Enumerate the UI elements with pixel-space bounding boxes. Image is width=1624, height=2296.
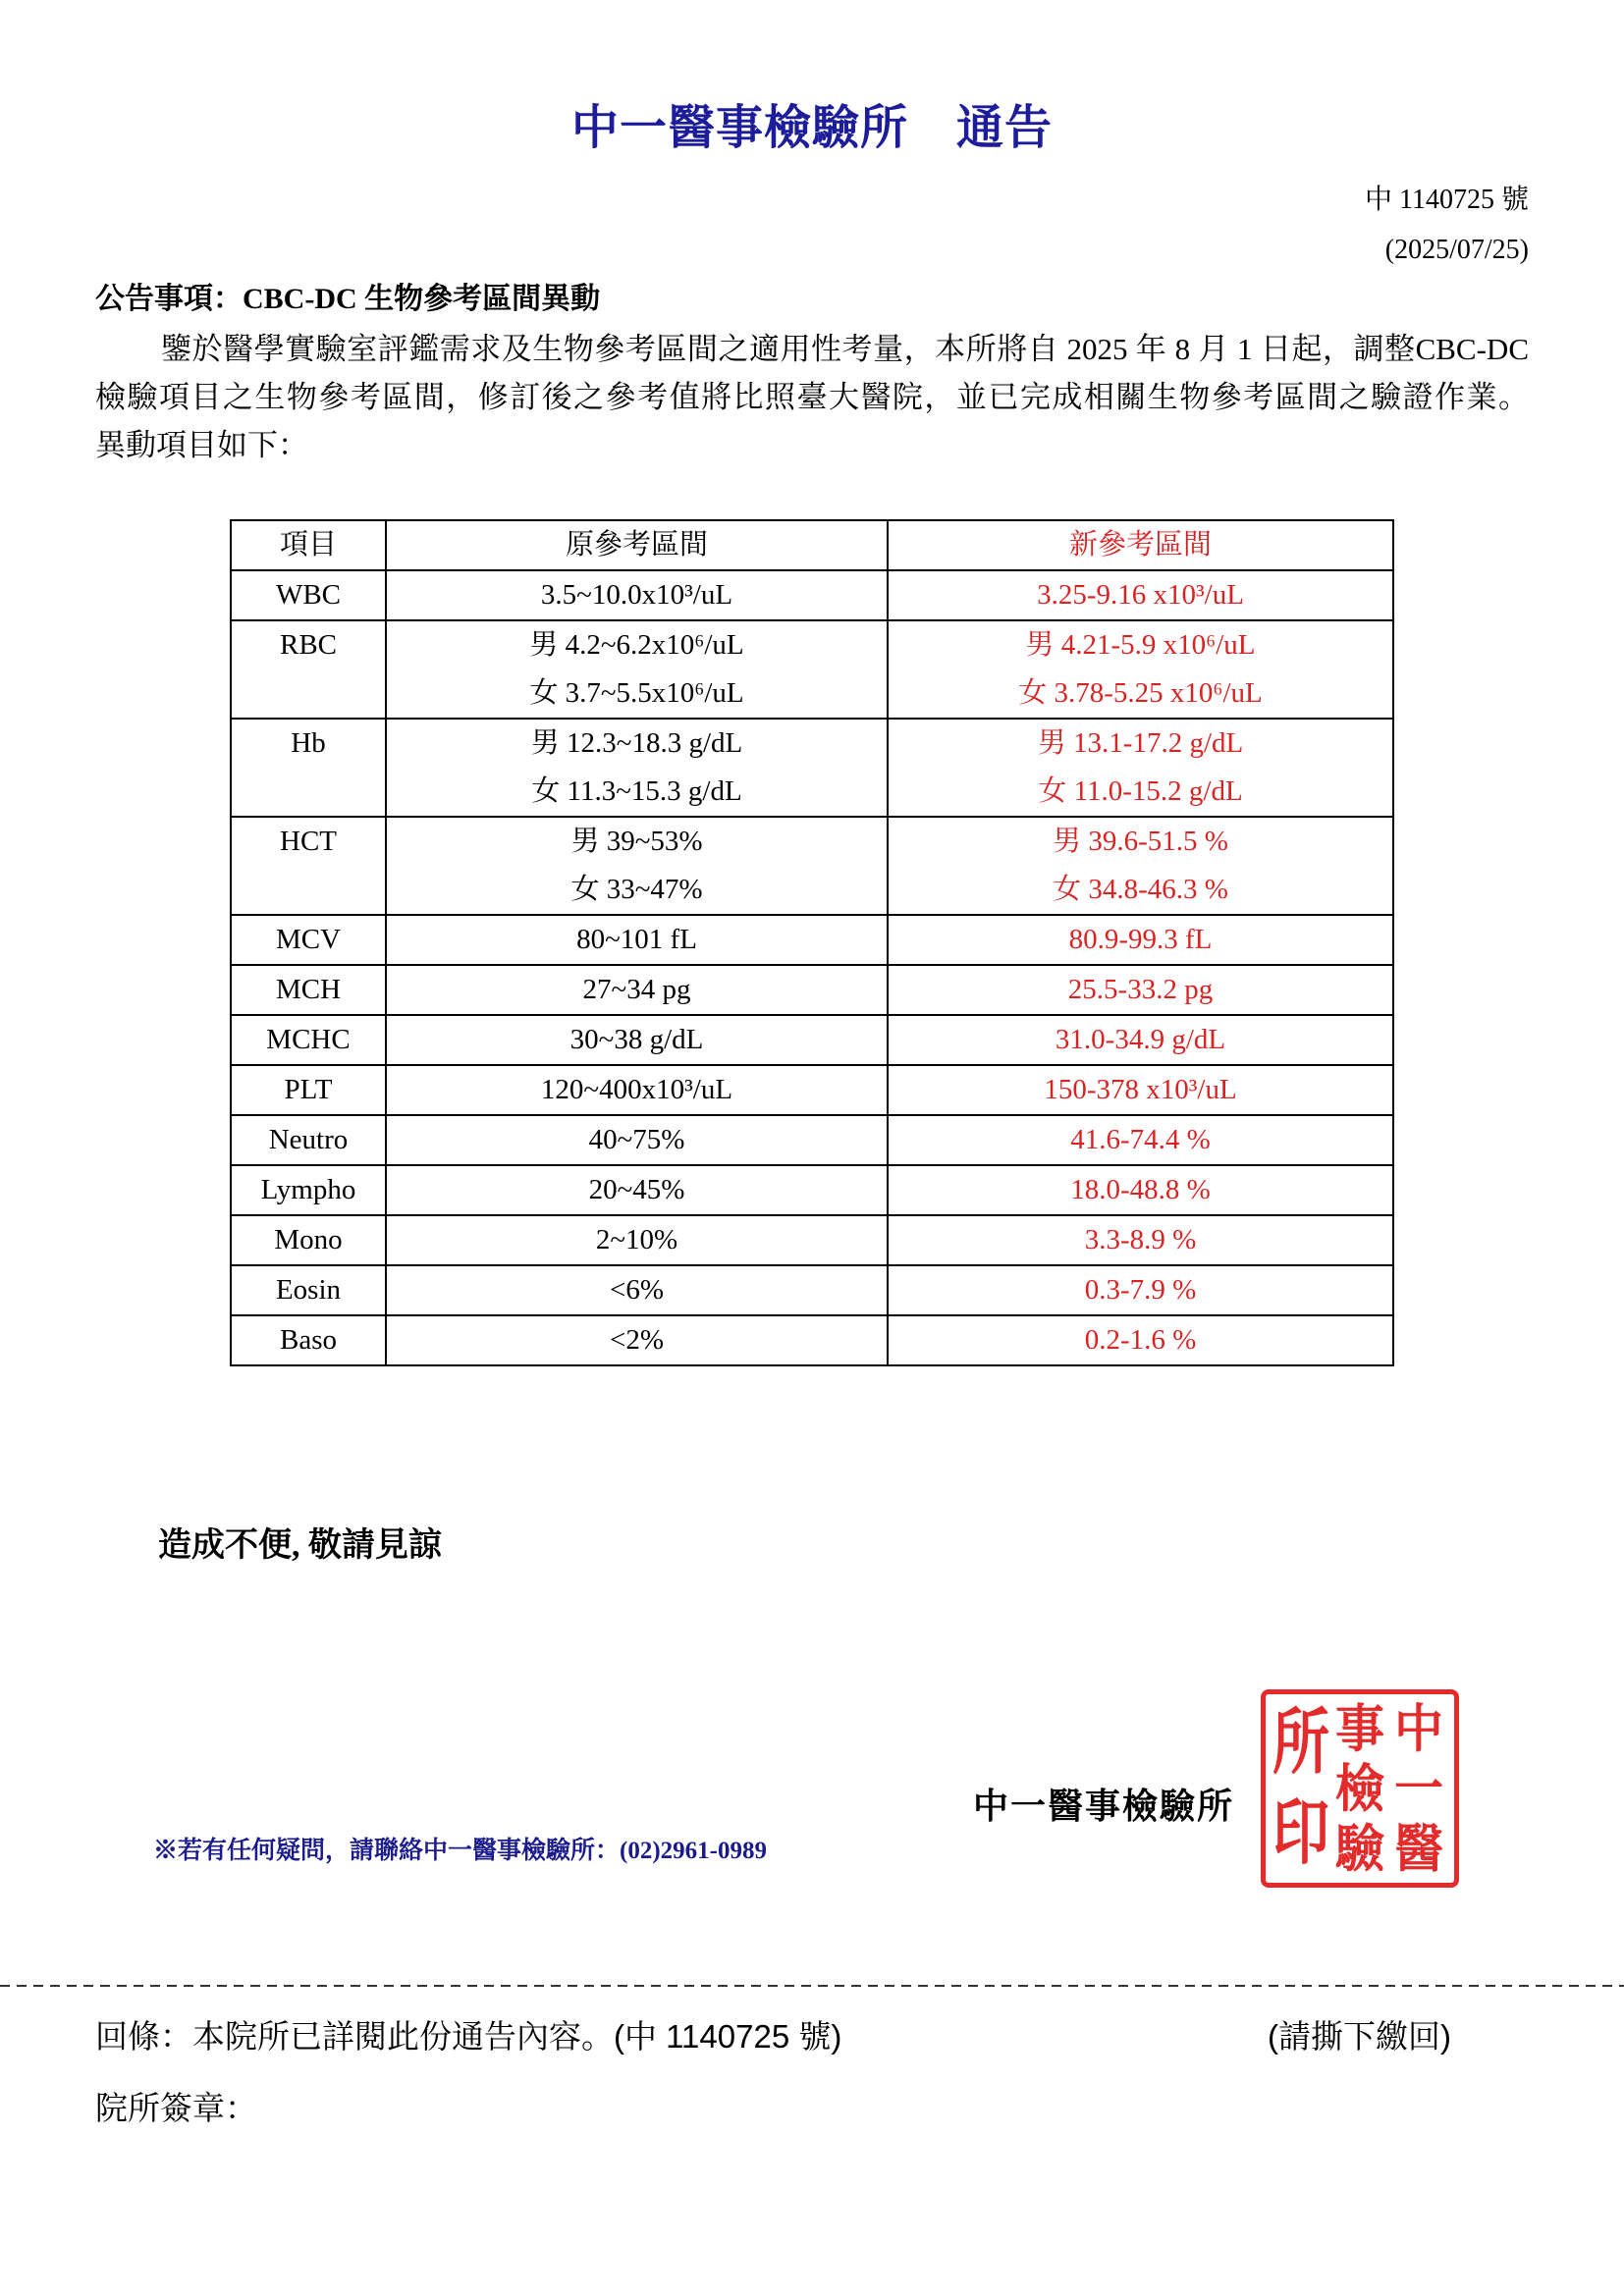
range-line: <2% (609, 1324, 664, 1356)
table-row (232, 1116, 1392, 1166)
document-date: (2025/07/25) (1384, 235, 1529, 265)
range-line: <6% (609, 1274, 664, 1306)
cell-item (232, 571, 387, 619)
item-label: Hb (291, 727, 326, 759)
closing-remark: 造成不便, 敬請見諒 (158, 1527, 442, 1564)
item-label: Lympho (260, 1174, 356, 1205)
range-line: 30~38 g/dL (569, 1024, 704, 1055)
cell-original-range (387, 621, 889, 718)
body-line: 鑒於醫學實驗室評鑑需求及生物參考區間之適用性考量，本所將自 2025 年 8 月 1 日起，調整CBC-DC (161, 332, 1529, 366)
range-line: 150-378 x10³/uL (1044, 1074, 1237, 1105)
notice-subject: 公告事項：CBC-DC 生物參考區間異動 (95, 283, 601, 315)
table-row (232, 916, 1392, 966)
cell-item (232, 1316, 387, 1364)
item-label: Mono (274, 1224, 343, 1255)
item-label: WBC (275, 579, 342, 611)
range-line-male: 男 39.6-51.5 % (1053, 826, 1228, 857)
range-line: 40~75% (588, 1124, 685, 1155)
header-label: 項目 (279, 529, 337, 561)
cell-original-range (387, 1116, 889, 1164)
range-line-male: 男 39~53% (570, 826, 703, 857)
header-new-range (889, 521, 1392, 569)
header-item (232, 521, 387, 569)
cell-new-range (889, 1216, 1392, 1264)
range-line: 41.6-74.4 % (1070, 1124, 1211, 1155)
range-line: 20~45% (588, 1174, 685, 1205)
range-line: 0.2-1.6 % (1084, 1324, 1197, 1356)
header-label: 新參考區間 (1068, 529, 1212, 561)
item-label: HCT (280, 826, 337, 857)
tear-off-note: (請撕下繳回) (1268, 2018, 1451, 2055)
table-row (232, 571, 1392, 621)
reference-range-table (230, 519, 1394, 1366)
range-line: 25.5-33.2 pg (1067, 974, 1214, 1005)
item-label: Eosin (275, 1274, 342, 1306)
issuer-name: 中一醫事檢驗所 (973, 1787, 1235, 1826)
cell-item (232, 818, 387, 914)
item-label: MCH (275, 974, 342, 1005)
range-line: 3.3-8.9 % (1084, 1224, 1197, 1255)
range-line: 120~400x10³/uL (540, 1074, 733, 1105)
cell-original-range (387, 818, 889, 914)
range-line: 18.0-48.8 % (1070, 1174, 1211, 1205)
stamp-char: 所 (1272, 1702, 1329, 1783)
cell-item (232, 1016, 387, 1064)
cell-new-range (889, 1316, 1392, 1364)
cell-item (232, 916, 387, 964)
cell-item (232, 1066, 387, 1114)
tear-off-dashed-line (0, 1985, 1624, 1987)
item-label: MCV (275, 924, 342, 955)
stamp-column (1272, 1698, 1330, 1879)
stamp-char: 檢 (1335, 1759, 1384, 1818)
table-row (232, 1216, 1392, 1266)
range-line-male: 男 4.21-5.9 x10⁶/uL (1025, 629, 1256, 661)
range-line: 31.0-34.9 g/dL (1055, 1024, 1226, 1055)
table-header-row (232, 521, 1392, 571)
range-line-male: 男 13.1-17.2 g/dL (1037, 727, 1244, 759)
signature-label: 院所簽章： (95, 2090, 257, 2126)
range-line-male: 男 12.3~18.3 g/dL (530, 727, 743, 759)
stamp-char: 事 (1335, 1699, 1384, 1758)
stamp-column (1330, 1698, 1389, 1879)
range-line: 27~34 pg (582, 974, 691, 1005)
cell-original-range (387, 916, 889, 964)
document-number: 中 1140725 號 (1365, 185, 1529, 215)
cell-original-range (387, 1016, 889, 1064)
cell-new-range (889, 966, 1392, 1014)
cell-original-range (387, 1166, 889, 1214)
cell-original-range (387, 1066, 889, 1114)
table-row (232, 720, 1392, 818)
range-line-female: 女 11.0-15.2 g/dL (1038, 775, 1243, 807)
stamp-char: 印 (1272, 1792, 1329, 1873)
stamp-char: 中 (1394, 1699, 1443, 1758)
cell-original-range (387, 1316, 889, 1364)
range-line: 3.5~10.0x10³/uL (540, 579, 733, 611)
range-line-female: 女 11.3~15.3 g/dL (531, 775, 742, 807)
table-row (232, 621, 1392, 720)
notice-body (95, 325, 1529, 469)
cell-new-range (889, 1116, 1392, 1164)
body-line: 異動項目如下： (95, 428, 308, 462)
cell-item (232, 1166, 387, 1214)
cell-new-range (889, 818, 1392, 914)
table-row (232, 1266, 1392, 1316)
official-seal-stamp (1261, 1689, 1459, 1888)
range-line: 0.3-7.9 % (1084, 1274, 1197, 1306)
range-line: 2~10% (595, 1224, 678, 1255)
cell-original-range (387, 966, 889, 1014)
item-label: Neutro (268, 1124, 349, 1155)
stamp-char: 驗 (1335, 1819, 1384, 1878)
header-label: 原參考區間 (565, 529, 708, 561)
cell-new-range (889, 1016, 1392, 1064)
cell-new-range (889, 621, 1392, 718)
cell-new-range (889, 916, 1392, 964)
table-row (232, 818, 1392, 916)
cell-original-range (387, 720, 889, 816)
item-label: RBC (279, 629, 338, 661)
table-row (232, 1316, 1392, 1364)
range-line-female: 女 34.8-46.3 % (1053, 874, 1228, 905)
contact-note: ※若有任何疑問，請聯絡中一醫事檢驗所：(02)2961-0989 (153, 1838, 767, 1864)
item-label: PLT (284, 1074, 333, 1105)
cell-new-range (889, 1166, 1392, 1214)
cell-item (232, 1116, 387, 1164)
stamp-char: 一 (1394, 1759, 1443, 1818)
item-label: MCHC (266, 1024, 351, 1055)
notice-title: 中一醫事檢驗所 通告 (570, 102, 1053, 154)
range-line: 80.9-99.3 fL (1068, 924, 1213, 955)
cell-new-range (889, 720, 1392, 816)
cell-new-range (889, 571, 1392, 619)
range-line-male: 男 4.2~6.2x10⁶/uL (529, 629, 744, 661)
cell-item (232, 966, 387, 1014)
cell-original-range (387, 1266, 889, 1314)
cell-new-range (889, 1266, 1392, 1314)
table-row (232, 1066, 1392, 1116)
header-original-range (387, 521, 889, 569)
stamp-column (1389, 1698, 1448, 1879)
cell-new-range (889, 1066, 1392, 1114)
cell-item (232, 1216, 387, 1264)
range-line: 3.25-9.16 x10³/uL (1037, 579, 1244, 611)
cell-original-range (387, 1216, 889, 1264)
table-row (232, 1016, 1392, 1066)
stamp-char: 醫 (1394, 1819, 1443, 1878)
cell-original-range (387, 571, 889, 619)
range-line: 80~101 fL (576, 924, 697, 955)
cell-item (232, 1266, 387, 1314)
cell-item (232, 720, 387, 816)
range-line-female: 女 3.7~5.5x10⁶/uL (529, 677, 744, 709)
table-row (232, 966, 1392, 1016)
body-line: 檢驗項目之生物參考區間，修訂後之參考值將比照臺大醫院，並已完成相關生物參考區間之驗證作業。 (95, 380, 1529, 414)
table-row (232, 1166, 1392, 1216)
cell-item (232, 621, 387, 718)
item-label: Baso (280, 1324, 337, 1356)
range-line-female: 女 33~47% (570, 874, 703, 905)
range-line-female: 女 3.78-5.25 x10⁶/uL (1018, 677, 1263, 709)
receipt-statement: 回條：本院所已詳閱此份通告內容。(中 1140725 號) (95, 2018, 842, 2055)
